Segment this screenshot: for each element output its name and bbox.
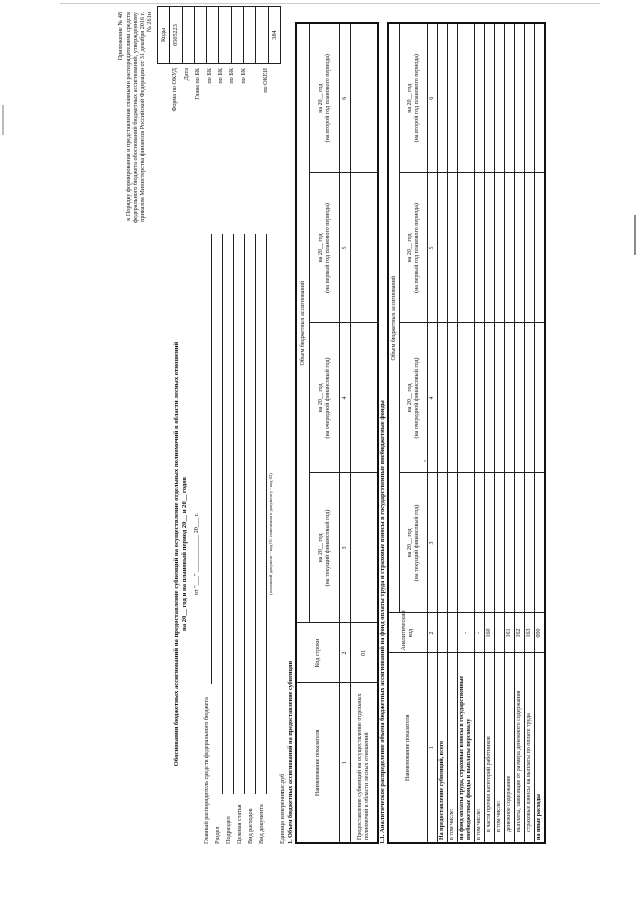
s11-col-y4-sub: (на второй год планового периода) — [413, 54, 420, 143]
s11-row-v1[interactable] — [458, 473, 475, 613]
vr-code[interactable] — [244, 7, 256, 64]
s11-row-v2[interactable] — [495, 323, 505, 473]
appendix-label: Приложение № 48 — [117, 12, 124, 61]
s11-row-v2[interactable] — [458, 323, 475, 473]
s11-row-name: в том числе: — [495, 653, 505, 843]
cs-code-label: по БК — [228, 68, 235, 84]
doc-type-line — [266, 234, 267, 794]
s11-row-v4[interactable] — [448, 23, 458, 173]
order-line-2: федерального бюджета обоснований бюджетных ассигнований, утвержденному — [132, 12, 139, 223]
s11-row-v4[interactable] — [438, 23, 448, 173]
s11-row-code: 000 — [535, 613, 546, 653]
podrazdel-label: Подраздел — [225, 816, 232, 844]
s1-row1-v4[interactable] — [351, 23, 379, 173]
s11-row-v1[interactable] — [535, 473, 546, 613]
s11-row-v1[interactable] — [505, 473, 515, 613]
s11-row-name: на фонд оплаты труда, страховые взносы в государственные внебюджетные фонды и выплаты персоналу — [458, 653, 475, 843]
s1-num-4: 4 — [340, 323, 351, 473]
s1-num-1: 1 — [340, 683, 351, 843]
s11-row-v2[interactable] — [485, 323, 495, 473]
s11-col-y2 — [400, 323, 428, 473]
s11-row-code: 161 — [505, 613, 515, 653]
form-title: Обоснования бюджетных ассигнований на предоставление субвенций на осуществление отдельных полномочий в области лесных отношений — [173, 341, 180, 767]
s1-row1-v2[interactable] — [351, 323, 379, 473]
s11-row-v1[interactable] — [448, 473, 458, 613]
s11-row-code — [495, 613, 505, 653]
s11-row-v3[interactable] — [475, 173, 485, 323]
codes-header: Коды — [158, 7, 170, 64]
s11-row-v4[interactable] — [535, 23, 546, 173]
s11-row-v3[interactable] — [515, 173, 525, 323]
s11-num-1: 1 — [428, 653, 438, 843]
s11-row-v1[interactable] — [438, 473, 448, 613]
s11-row-name: на иные расходы — [535, 653, 546, 843]
doc-code[interactable] — [256, 7, 268, 64]
s11-row-code: - — [458, 613, 475, 653]
s11-num-3: 3 — [428, 473, 438, 613]
s11-row-v4[interactable] — [495, 23, 505, 173]
s11-row-v2[interactable] — [448, 323, 458, 473]
s11-row-v4[interactable] — [525, 23, 535, 173]
s1-col-y4-sub: (на второй год планового периода) — [324, 54, 331, 143]
s11-num-6: 6 — [428, 23, 438, 173]
s11-row-v2[interactable] — [535, 323, 546, 473]
s1-row1-name: Предоставление субвенций на осуществление отдельных полномочий в области лесных отношений — [351, 683, 379, 843]
target-label: Целевая статья — [236, 804, 243, 844]
s11-row-code — [448, 613, 458, 653]
order-line-4: № 261н — [146, 12, 153, 33]
expense-type-line — [255, 234, 256, 794]
s1-row1-v1[interactable] — [351, 473, 379, 623]
doc-type-note: (основной документ - код 01, изменения к документу - код 02) — [268, 473, 273, 595]
gl-code[interactable] — [194, 7, 206, 64]
okei-code: 384 — [268, 7, 280, 64]
s11-row-name: выплаты, зависящие от размера денежного содержания — [515, 653, 525, 843]
s11-col-y3 — [400, 173, 428, 323]
s11-col-y3-sub: (на первый год планового периода) — [413, 203, 420, 293]
order-line-1: к Порядку формирования и представления главными распорядителями средств — [125, 12, 132, 221]
s11-col-y4 — [400, 23, 428, 173]
s11-row-code: - — [475, 613, 485, 653]
s11-row-v4[interactable] — [515, 23, 525, 173]
s1-col-y3-title: на 20__ год — [317, 233, 324, 263]
s11-row-code — [438, 613, 448, 653]
gl-label: Глава по БК — [194, 68, 201, 100]
s11-col-y1-sub: (на текущий финансовый год) — [413, 504, 420, 582]
podrazdel-code[interactable] — [219, 7, 231, 64]
s1-row1-v3[interactable] — [351, 173, 379, 323]
s11-row-v1[interactable] — [475, 473, 485, 613]
s1-col-y3-sub: (на первый год планового периода) — [324, 203, 331, 293]
main-distributor-line — [211, 234, 212, 684]
s11-num-2: 2 — [428, 613, 438, 653]
razdel-line — [222, 234, 223, 794]
unit-label: Единица измерения: — [279, 790, 286, 844]
s11-col-y2-title: на 20__ год — [406, 383, 413, 413]
s1-row1-code: 01 — [351, 623, 379, 683]
form-subtitle: на 20__ год и на плановый период 20__ и 20__ годов — [181, 477, 188, 631]
cs-code[interactable] — [231, 7, 243, 64]
s11-col-y3-title: на 20__ год — [406, 233, 413, 263]
unit-value: тыс.руб — [279, 773, 286, 794]
s11-row-v1[interactable] — [525, 473, 535, 613]
s11-row-code: 162 — [515, 613, 525, 653]
vr-code-label: по БК — [240, 68, 247, 84]
s1-col-y4-title: на 20__ год — [317, 83, 324, 113]
okei-label: по ОКЕИ — [262, 68, 269, 93]
s11-num-5: 5 — [428, 173, 438, 323]
podrazdel-code-label: по БК — [217, 68, 224, 84]
s1-num-2: 2 — [340, 623, 351, 683]
s1-col-y3 — [310, 173, 340, 323]
s11-row-v2[interactable] — [475, 323, 485, 473]
s11-row-v2[interactable] — [505, 323, 515, 473]
s1-col-name: Наименование показателя — [296, 683, 340, 843]
order-line-3: приказом Министерства финансов Российской Федерации от 31 декабря 2016 г. — [139, 12, 146, 222]
s11-row-v3[interactable] — [525, 173, 535, 323]
s11-row-v4[interactable] — [458, 23, 475, 173]
main-distributor-label: Главный распорядитель средств федерального бюджета — [203, 697, 210, 844]
s11-col-y1-title: на 20__ год — [406, 528, 413, 558]
s1-col-y4 — [310, 23, 340, 173]
section1-table — [295, 22, 379, 844]
s11-row-v3[interactable] — [505, 173, 515, 323]
okud-label: Форма по ОКУД — [171, 68, 178, 112]
scan-mark-right — [634, 215, 636, 255]
razdel-label: Раздел — [214, 826, 221, 844]
s11-row-name: в том числе: — [475, 653, 485, 843]
s11-row-v3[interactable] — [535, 173, 546, 323]
codes-table — [157, 6, 281, 64]
s11-col-group: Объем бюджетных ассигнований — [388, 23, 400, 613]
s11-row-code: 163 — [525, 613, 535, 653]
expense-type-label: Вид расходов — [247, 808, 254, 844]
s1-num-5: 5 — [340, 173, 351, 323]
s11-row-v4[interactable] — [505, 23, 515, 173]
target-line — [244, 234, 245, 794]
podrazdel-line — [233, 234, 234, 794]
s11-row-v1[interactable] — [495, 473, 505, 613]
section1-title: 1. Объем бюджетных ассигнований на предоставление субвенции — [287, 660, 294, 844]
s11-row-code: 160 — [485, 613, 495, 653]
s11-row-v1[interactable] — [515, 473, 525, 613]
s11-row-v3[interactable] — [458, 173, 475, 323]
s11-col-name: Наименование показателя — [388, 653, 428, 843]
s11-row-v3[interactable] — [448, 173, 458, 323]
s1-col-y1-sub: (на текущий финансовый год) — [324, 509, 331, 587]
s11-col-y2-sub: (на очередной финансовый год) — [413, 357, 420, 439]
date-label: Дата — [183, 68, 190, 81]
s11-row-v4[interactable] — [485, 23, 495, 173]
okud-code: 0505223 — [170, 7, 182, 64]
s11-row-name: в том числе: — [448, 653, 458, 843]
s11-row-name: На предоставление субвенций, всего — [438, 653, 448, 843]
s1-col-y2-title: на 20__ год — [317, 383, 324, 413]
s1-col-group: Объем бюджетных ассигнований — [296, 23, 310, 623]
section11-title: 1.1. Аналитическое распределение объема бюджетных ассигнований на фонд оплаты труда и страховые взносы в государственные внебюджетные фонды — [379, 400, 386, 844]
s1-col-y1 — [310, 473, 340, 623]
razdel-code-label: по БК — [206, 68, 213, 84]
scan-mark-top — [60, 3, 600, 4]
s1-col-y2-sub: (на очередной финансовый год) — [324, 357, 331, 439]
s11-row-v3[interactable] — [438, 173, 448, 323]
s11-col-y1 — [400, 473, 428, 613]
razdel-code[interactable] — [207, 7, 219, 64]
s11-row-v1[interactable] — [485, 473, 495, 613]
doc-type-label: Вид документа — [258, 804, 265, 844]
date-code[interactable] — [182, 7, 194, 64]
s11-row-v4[interactable] — [475, 23, 485, 173]
s1-col-y2 — [310, 323, 340, 473]
s11-row-name: в части прочих категорий работников — [485, 653, 495, 843]
rotated-form-sheet — [113, 6, 543, 874]
s11-col-code: Аналитический код — [388, 613, 428, 653]
s11-row-v3[interactable] — [485, 173, 495, 323]
s11-col-y4-title: на 20__ год — [406, 83, 413, 113]
s1-col-code: Код строки — [296, 623, 340, 683]
s11-num-4: 4 — [428, 323, 438, 473]
s11-row-v2[interactable] — [525, 323, 535, 473]
s11-row-name: денежное содержание — [505, 653, 515, 843]
s1-num-3: 3 — [340, 473, 351, 623]
s1-num-6: 6 — [340, 23, 351, 173]
section11-table — [387, 22, 546, 844]
s11-row-name: страховые взносы на выплаты по оплате труда — [525, 653, 535, 843]
s11-row-v3[interactable] — [495, 173, 505, 323]
s11-row-v2[interactable] — [438, 323, 448, 473]
scan-mark-left — [2, 105, 4, 135]
form-date: от "___" ____________ 20___ г. — [193, 512, 200, 596]
s11-row-v2[interactable] — [515, 323, 525, 473]
s1-col-y1-title: на 20__ год — [317, 533, 324, 563]
